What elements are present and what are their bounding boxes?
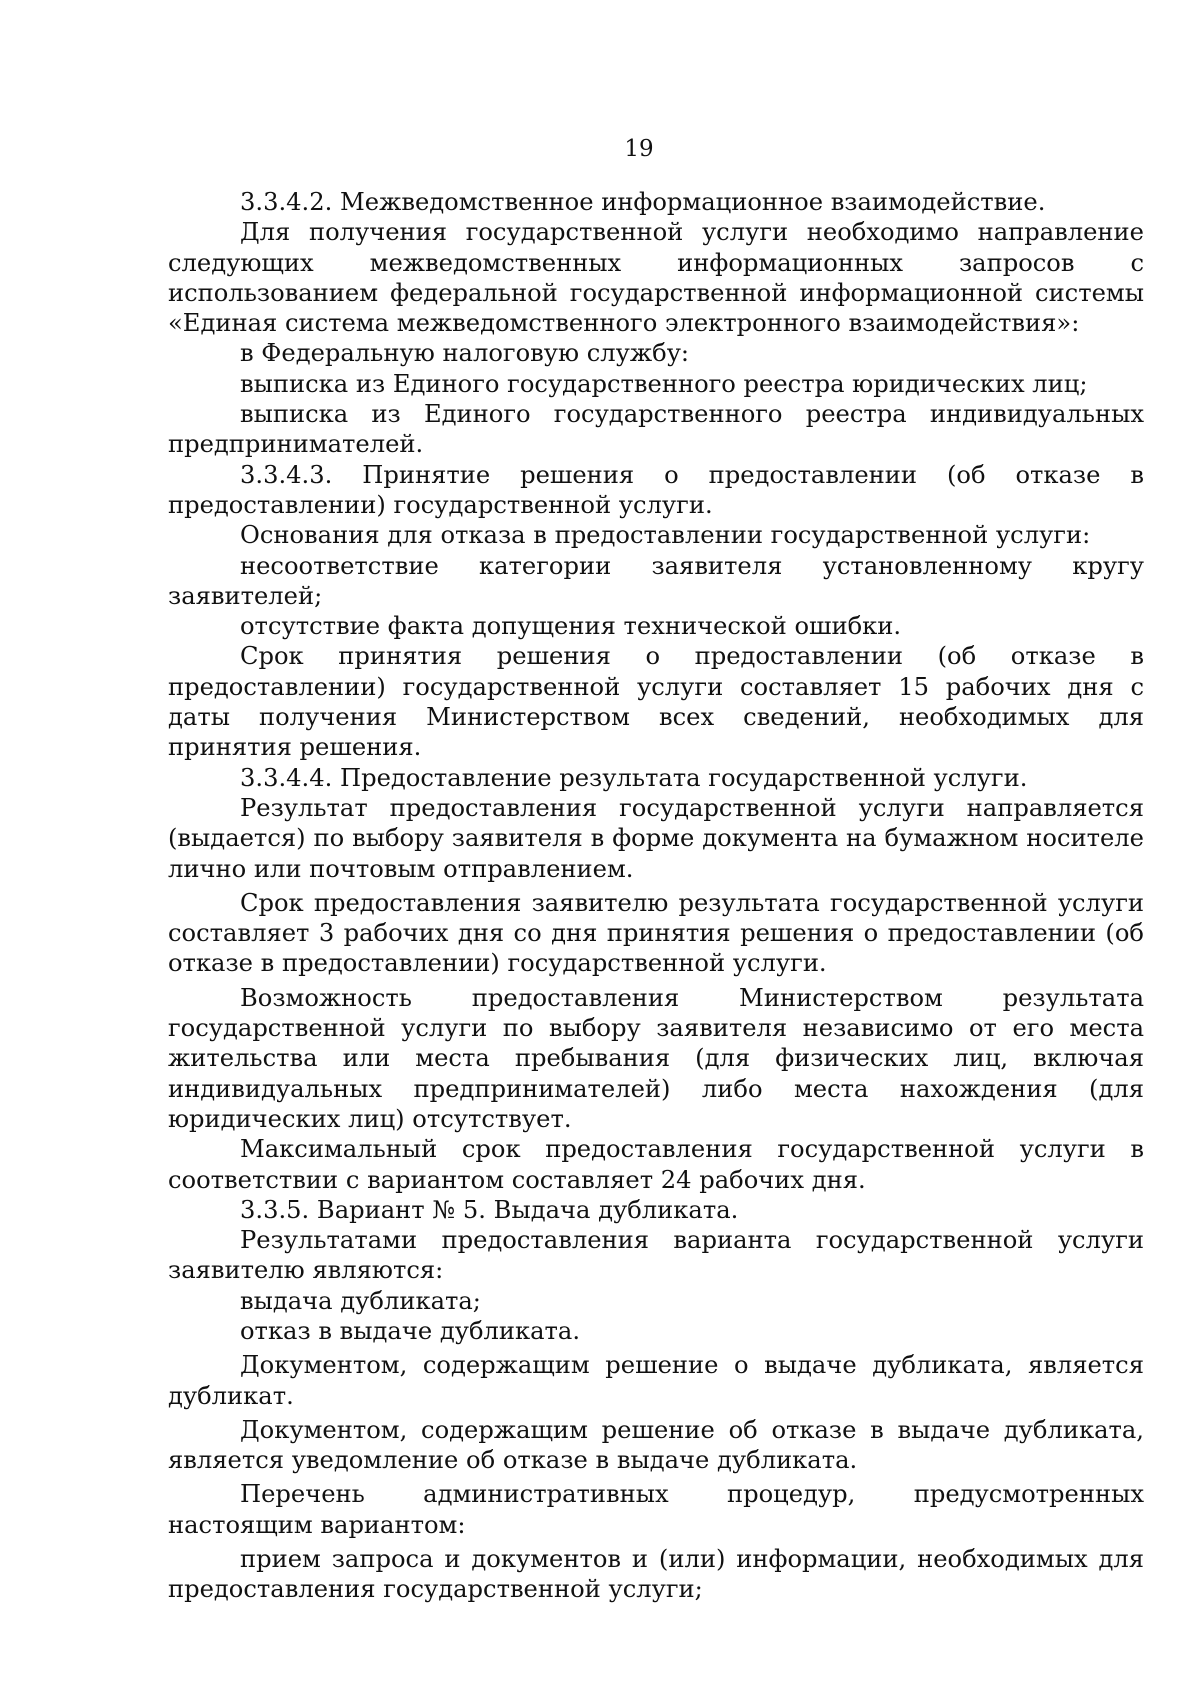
paragraph: несоответствие категории заявителя установленному кругу заявителей; — [168, 551, 1144, 610]
paragraph: 3.3.4.3. Принятие решения о предоставлении (об отказе в предоставлении) государственной услуги. — [168, 460, 1144, 519]
page-number: 19 — [624, 136, 654, 162]
paragraph: отказ в выдаче дубликата. — [240, 1316, 581, 1345]
paragraph: Документом, содержащим решение о выдаче дубликата, является дубликат. — [168, 1351, 1144, 1410]
document-body — [168, 187, 1144, 1605]
paragraph: 3.3.4.2. Межведомственное информационное взаимодействие. — [240, 188, 1046, 216]
paragraph: Возможность предоставления Министерством результата государственной услуги по выбору заявителя независимо от его места жительства или места пребывания (для физических лиц, включая индивидуальных предпринимателей) либо места нахождения (для юридических лиц) отсутствует. — [168, 983, 1144, 1133]
paragraph: Основания для отказа в предоставлении государственной услуги: — [240, 521, 1091, 550]
paragraph: отсутствие факта допущения технической ошибки. — [240, 612, 902, 641]
paragraph: выписка из Единого государственного реестра индивидуальных предпринимателей. — [168, 400, 1144, 459]
paragraph: Результат предоставления государственной услуги направляется (выдается) по выбору заявителя в форме документа на бумажном носителе лично или почтовым отправлением. — [168, 793, 1144, 883]
paragraph: выписка из Единого государственного реестра юридических лиц; — [240, 369, 1088, 398]
paragraph: в Федеральную налоговую службу: — [240, 339, 690, 368]
paragraph: Результатами предоставления варианта государственной услуги заявителю являются: — [168, 1226, 1144, 1285]
paragraph: Перечень административных процедур, предусмотренных настоящим вариантом: — [168, 1480, 1144, 1539]
paragraph: 3.3.4.4. Предоставление результата государственной услуги. — [240, 763, 1028, 792]
paragraph: 3.3.5. Вариант № 5. Выдача дубликата. — [240, 1195, 739, 1224]
paragraph: Срок предоставления заявителю результата государственной услуги составляет 3 рабочих дня со дня принятия решения о предоставлении (об отказе в предоставлении) государственной услуги. — [168, 888, 1144, 978]
paragraph: выдача дубликата; — [240, 1286, 481, 1315]
paragraph: Срок принятия решения о предоставлении (об отказе в предоставлении) государственной услуги составляет 15 рабочих дня с даты получения Министерством всех сведений, необходимых для принятия решения. — [168, 642, 1144, 762]
paragraph: прием запроса и документов и (или) информации, необходимых для предоставления государственной услуги; — [168, 1545, 1144, 1604]
paragraph: Для получения государственной услуги необходимо направление следующих межведомственных информационных запросов с использованием федеральной государственной информационной системы «Единая система межведомственного электронного взаимодействия»: — [168, 218, 1144, 338]
paragraph: Максимальный срок предоставления государственной услуги в соответствии с вариантом составляет 24 рабочих дня. — [168, 1135, 1144, 1194]
paragraph: Документом, содержащим решение об отказе в выдаче дубликата, является уведомление об отказе в выдаче дубликата. — [168, 1415, 1144, 1475]
